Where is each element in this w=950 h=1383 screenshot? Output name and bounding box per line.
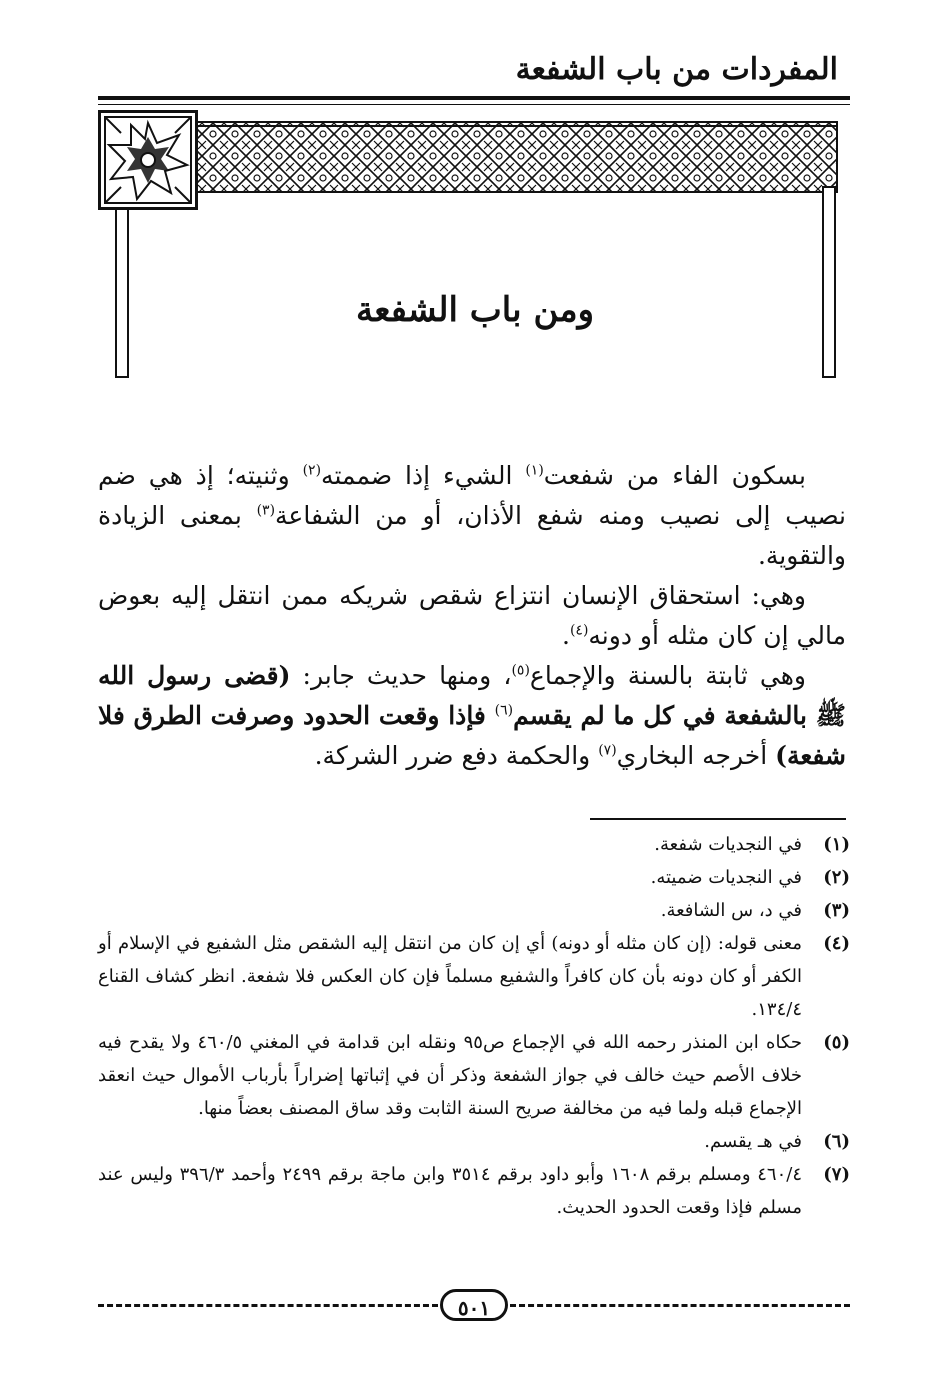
footnotes xyxy=(98,828,850,1224)
footnote-separator xyxy=(590,818,846,820)
footnote-ref-1[interactable]: (١) xyxy=(525,462,544,479)
text-run: الشيء إذا ضممته xyxy=(321,461,526,490)
footnote-ref-6[interactable]: (٦) xyxy=(494,702,514,719)
footnote-number: (١) xyxy=(823,834,850,855)
footnote-number: (٣) xyxy=(823,900,850,921)
left-pillar xyxy=(115,200,129,378)
footnote-ref-2[interactable]: (٢) xyxy=(302,462,322,479)
footnote-number: (٤) xyxy=(823,933,850,954)
footnote-2 xyxy=(98,861,850,894)
footnote-number: (٦) xyxy=(823,1131,850,1152)
footnote-text: في هـ يقسم. xyxy=(704,1131,802,1152)
footnote-1 xyxy=(98,828,850,861)
ornament-band xyxy=(112,121,838,193)
hadith-quote: فإذا وقعت الحدود وصرفت الطرق فلا شفعة) xyxy=(98,701,846,770)
footnote-7 xyxy=(98,1158,850,1224)
footnote-text: حكاه ابن المنذر رحمه الله في الإجماع ص٩٥ ونقله ابن قدامة في المغني ٤٦٠/٥ ولا يقدح فيه خلاف الأصم حيث خالف في جواز الشفعة وذكر أن في إثباتها إضراراً بأرباب الأموال حيث انعقد الإجماع قبله ولما فيه من مخالفة صريح السنة الثابت وقد ساق المصنف بعضاً منها. xyxy=(98,1032,802,1119)
footnote-text: في النجديات ضميته. xyxy=(650,867,802,888)
folio-dash-right xyxy=(510,1304,850,1307)
text-run: وهي: استحقاق الإنسان انتزاع شقص شريكه ممن انتقل إليه بعوض مالي إن كان مثله أو دونه xyxy=(98,581,846,650)
footnote-5 xyxy=(98,1026,850,1125)
text-run: وهي ثابتة بالسنة والإجماع xyxy=(529,661,807,690)
paragraph-definition xyxy=(98,456,846,576)
running-title: المفردات من باب الشفعة xyxy=(515,52,838,87)
right-pillar xyxy=(822,186,836,378)
text-run: بسكون الفاء من شفعت xyxy=(543,461,807,490)
footnote-4 xyxy=(98,927,850,1026)
footnote-ref-4[interactable]: (٤) xyxy=(569,622,589,639)
page-number: ٥٠١ xyxy=(440,1289,508,1321)
paragraph-technical-definition xyxy=(98,576,846,656)
footnote-ref-3[interactable]: (٣) xyxy=(256,502,276,519)
text-run: والحكمة دفع ضرر الشركة. xyxy=(314,741,599,770)
footnote-6 xyxy=(98,1125,850,1158)
text-run: ، ومنها حديث جابر: xyxy=(290,661,512,690)
ornament-corner-medallion xyxy=(98,110,198,210)
header-rule-thick xyxy=(98,96,850,100)
footnote-text: في د، س الشافعة. xyxy=(660,900,802,921)
text-run: بمعنى الزيادة والتقوية. xyxy=(98,501,846,570)
text-run: أخرجه البخاري xyxy=(616,741,776,770)
footnote-ref-5[interactable]: (٥) xyxy=(511,662,530,679)
folio-dash-left xyxy=(98,1304,438,1307)
text-run: . xyxy=(561,621,570,650)
footnote-text: ٤٦٠/٤ ومسلم برقم ١٦٠٨ وأبو داود برقم ٣٥١٤ وابن ماجة برقم ٢٤٩٩ وأحمد ٣٩٦/٣ وليس عند مسلم فإذا وقعت الحدود الحديث. xyxy=(98,1164,803,1218)
text-run: وثنيته؛ إذ هي ضم نصيب إلى نصيب ومنه شفع الأذان، أو من الشفاعة xyxy=(98,461,846,530)
chapter-title: ومن باب الشفعة xyxy=(356,290,594,330)
footnote-number: (٥) xyxy=(823,1032,850,1053)
footnote-ref-7[interactable]: (٧) xyxy=(598,742,617,759)
footnote-text: معنى قوله: (إن كان مثله أو دونه) أي إن كان من انتقل إليه الشقص مثل الشفيع في الإسلام أو الكفر أو كان دونه بأن كان كافراً والشفيع مسلماً فإن كان العكس فلا شفعة. انظر كشاف القناع ١٣٤/٤. xyxy=(98,933,802,1020)
body-text xyxy=(98,456,846,776)
footnote-3 xyxy=(98,894,850,927)
footnote-number: (٧) xyxy=(823,1164,850,1185)
footnote-text: في النجديات شفعة. xyxy=(654,834,802,855)
paragraph-evidence xyxy=(98,656,846,776)
footnote-number: (٢) xyxy=(823,867,850,888)
header-rule-thin xyxy=(98,104,850,105)
ornament-pattern xyxy=(114,123,838,193)
hadith-quote: (قضى رسول الله ﷺ بالشفعة في كل ما لم يقسم xyxy=(98,661,846,730)
star-medallion-icon xyxy=(101,113,195,207)
